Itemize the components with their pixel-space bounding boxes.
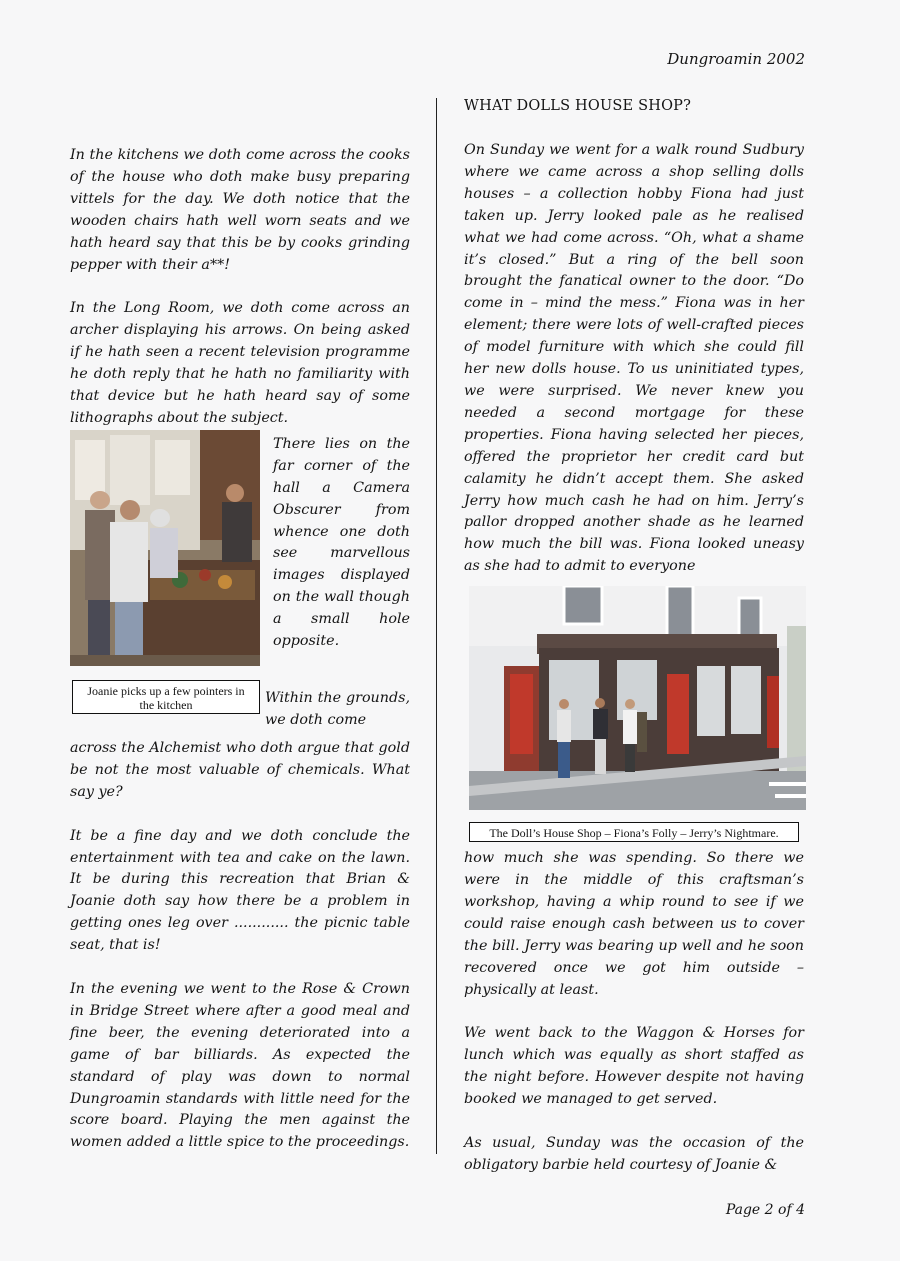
paragraph-kitchens: In the kitchens we doth come across the cooks of the house who doth make busy preparing vittels for the day. We doth notice that the wooden chairs hath well worn seats and we hath heard say that this be by cooks grinding pepper with their a**! <box>70 147 410 273</box>
page-number: Page 2 of 4 <box>725 1202 805 1218</box>
column-divider <box>436 98 437 1154</box>
paragraph-barbie: As usual, Sunday was the occasion of the obligatory barbie held courtesy of Joanie & <box>464 1135 804 1173</box>
paragraph-long-room: In the Long Room, we doth come across an archer displaying his arrows. On being asked if he hath seen a recent television programme he doth reply that he hath no familiarity with that device but he hath heard say of some lithographs about the subject. <box>70 300 410 426</box>
camera-obscura-text: There lies on the far corner of the hall a Camera Obscurer from whence one doth see marvellous images displayed on the wall though a small hole opposite. <box>273 435 410 650</box>
section-heading: WHAT DOLLS HOUSE SHOP? <box>464 98 692 114</box>
shop-caption: The Doll’s House Shop – Fiona’s Folly – Jerry’s Nightmare. <box>469 822 799 842</box>
paragraph-rose-crown: In the evening we went to the Rose & Crown in Bridge Street where after a good meal and fine beer, the evening deteriorated into a game of bar billiards. As expected the standard of play was down to normal Dungroamin standards with little need for the score board. Playing the men against the women added a little spice to the proceedings. <box>70 981 410 1151</box>
paragraph-tea-lawn: It be a fine day and we doth conclude the entertainment with tea and cake on the lawn. It be during this recreation that Brian & Joanie doth say how there be a problem in getting ones leg over ............ the picnic table seat, that is! <box>70 827 410 954</box>
right-column <box>464 98 804 1199</box>
dolls-house-shop-photo <box>469 586 806 810</box>
newsletter-title: Dungroamin 2002 <box>667 50 805 68</box>
kitchen-photo <box>70 430 260 666</box>
kitchen-caption: Joanie picks up a few pointers in the kitchen <box>72 680 260 714</box>
kitchen-section <box>70 430 410 738</box>
paragraph-alchemist: across the Alchemist who doth argue that gold be not the most valuable of chemicals. What say ye? <box>70 739 410 800</box>
paragraph-dolls-house: On Sunday we went for a walk round Sudbury where we came across a shop selling dolls houses – a collection hobby Fiona had just taken up. Jerry looked pale as he realised what we had come across. “Oh, what a shame it’s closed.” But a ring of the bell soon brought the fanatical owner to the door. “Do come in – mind the mess.” Fiona was in her element; there were lots of well-crafted pieces of model furniture with which she could fill her new dolls house. To us uninitiated types, we were surprised. We never knew you needed a second mortgage for these properties. Fiona having selected her pieces, offered the proprietor her credit card but calamity he didn’t accept them. She asked Jerry how much cash he had on him. Jerry’s pallor dropped another shade as he learned how much the bill was. Fiona looked uneasy as she had to admit to everyone <box>464 142 804 575</box>
paragraph-waggon-horses: We went back to the Waggon & Horses for lunch which was equally as short staffed as the night before. However despite not having booked we managed to get served. <box>464 1025 804 1108</box>
left-column <box>70 145 410 1176</box>
paragraph-dolls-house-continued: how much she was spending. So there we were in the middle of this craftsman’s workshop, having a whip round to see if we could raise enough cash between us to cover the bill. Jerry was bearing up well and he soon recovered once we got him outside – physically at least. <box>464 850 804 998</box>
grounds-text-start: Within the grounds, we doth come <box>265 689 410 728</box>
